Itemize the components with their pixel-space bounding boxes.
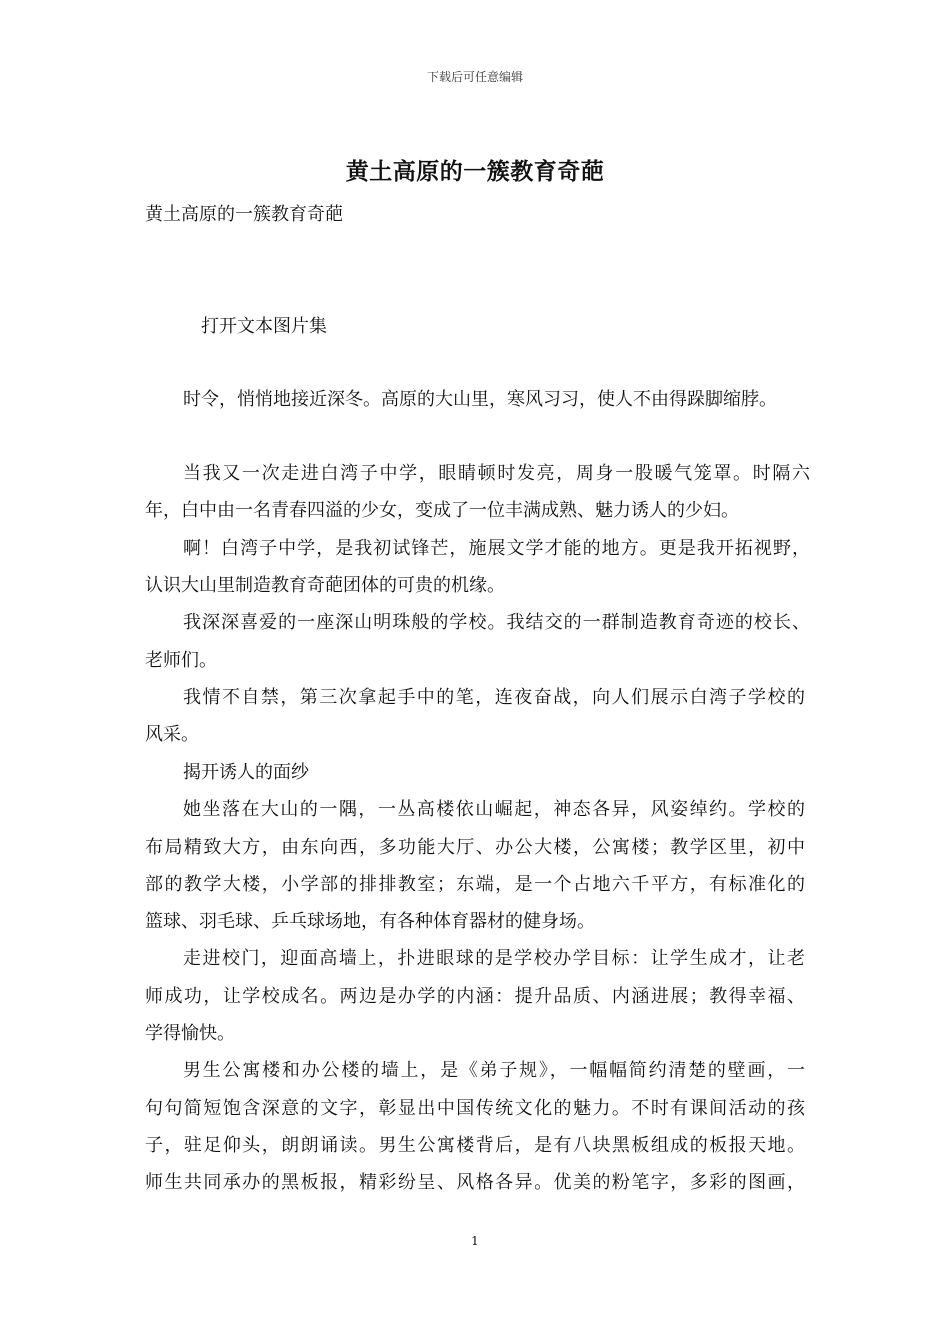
section-heading: 揭开诱人的面纱 — [183, 762, 309, 783]
paragraph-line: 句句简短饱含深意的文字，彰显出中国传统文化的魅力。不时有课间活动的孩 — [145, 1098, 805, 1119]
paragraph-line: 我情不自禁，第三次拿起手中的笔，连夜奋战，向人们展示白湾子学校的 — [183, 687, 805, 708]
paragraph-line: 我深深喜爱的一座深山明珠般的学校。我结交的一群制造教育奇迹的校长、 — [183, 612, 810, 633]
paragraph-line: 她坐落在大山的一隅，一丛高楼依山崛起，神态各异，风姿绰约。学校的 — [183, 799, 805, 820]
paragraph-line: 老师们。 — [145, 650, 217, 671]
paragraph-line: 部的教学大楼，小学部的排排教室；东端，是一个占地六千平方，有标准化的 — [145, 874, 805, 895]
paragraph-line: 啊！白湾子中学，是我初试锋芒，施展文学才能的地方。更是我开拓视野， — [183, 538, 810, 559]
paragraph-line: 子，驻足仰头，朗朗诵读。男生公寓楼背后，是有八块黑板组成的板报天地。 — [145, 1135, 805, 1156]
paragraph-line: 当我又一次走进白湾子中学，眼睛顿时发亮，周身一股暖气笼罩。时隔六 — [183, 463, 810, 484]
image-set-link-text: 打开文本图片集 — [201, 316, 327, 337]
paragraph-line: 走进校门，迎面高墙上，扑进眼球的是学校办学目标：让学生成才，让老 — [183, 948, 805, 969]
paragraph-line: 男生公寓楼和办公楼的墙上，是《弟子规》，一幅幅简约清楚的壁画，一 — [183, 1060, 805, 1081]
header-note: 下载后可任意编辑 — [426, 70, 523, 84]
paragraph-line: 布局精致大方，由东向西，多功能大厅、办公大楼，公寓楼；教学区里，初中 — [145, 837, 805, 858]
paragraph-line: 师成功，让学校成名。两边是办学的内涵：提升品质、内涵进展；教得幸福、 — [145, 986, 805, 1007]
paragraph-line: 篮球、羽毛球、乒乓球场地，有各种体育器材的健身场。 — [145, 911, 595, 932]
paragraph-line: 风采。 — [145, 724, 199, 745]
paragraph-line: 时令，悄悄地接近深冬。高原的大山里，寒风习习，使人不由得跺脚缩脖。 — [183, 389, 777, 410]
paragraph-line: 师生共同承办的黑板报，精彩纷呈、风格各异。优美的粉笔字，多彩的图画， — [145, 1172, 805, 1193]
paragraph-line: 学得愉快。 — [145, 1023, 235, 1044]
paragraph-line: 认识大山里制造教育奇葩团体的可贵的机缘。 — [145, 575, 505, 596]
subtitle-line: 黄土高原的一簇教育奇葩 — [145, 204, 343, 225]
paragraph-line: 年，白中由一名青春四溢的少女，变成了一位丰满成熟、魅力诱人的少妇。 — [145, 500, 739, 521]
page-number: 1 — [471, 1234, 479, 1248]
document-title: 黄土高原的一簇教育奇葩 — [345, 158, 605, 185]
